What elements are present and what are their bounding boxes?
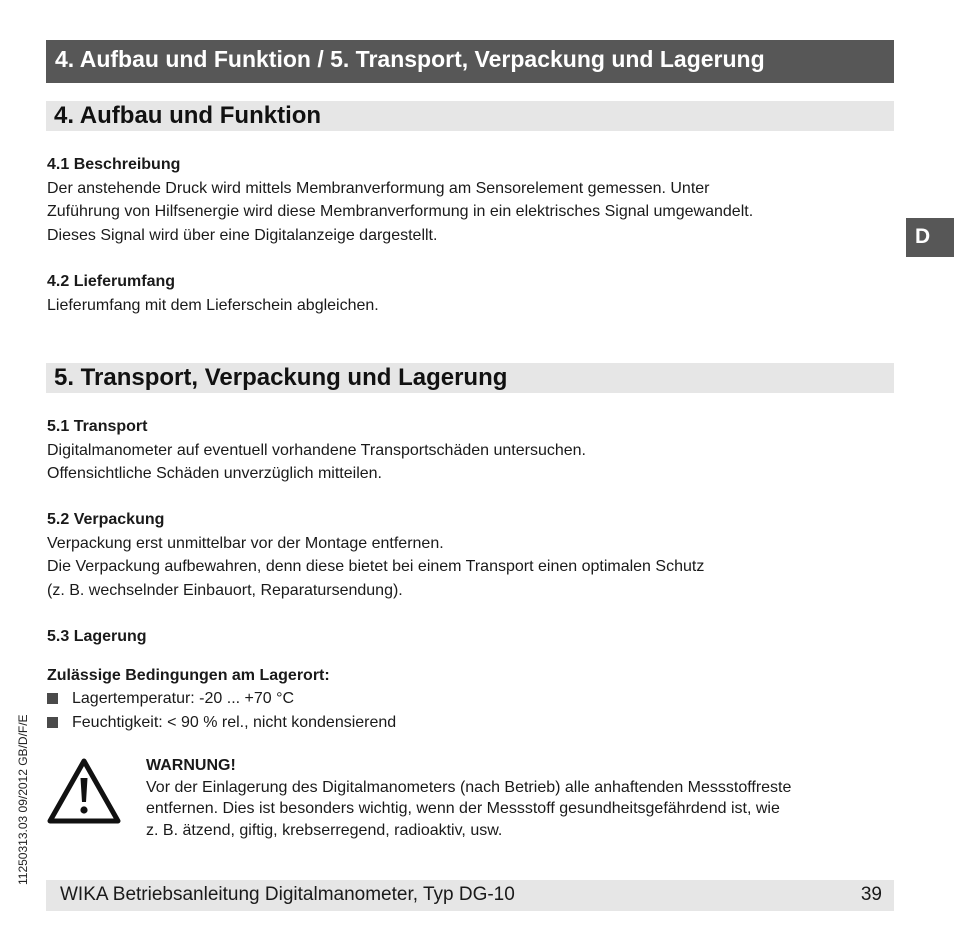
storage-conditions: [47, 664, 330, 688]
subsection-4-2-heading: 4.2 Lieferumfang: [47, 273, 176, 290]
warning-line: z. B. ätzend, giftig, krebserregend, radioaktiv, usw.: [146, 821, 503, 839]
paragraph-line: Offensichtliche Schäden unverzüglich mitteilen.: [47, 465, 382, 482]
paragraph-line: Die Verpackung aufbewahren, denn diese bietet bei einem Transport einen optimalen Schutz: [47, 558, 705, 575]
bullet-square-icon: [47, 693, 58, 704]
bullet-square-icon: [47, 717, 58, 728]
language-tab-label: D: [915, 225, 931, 248]
warning-line: entfernen. Dies ist besonders wichtig, wenn der Messstoff gesundheitsgefährdend ist, wie: [146, 800, 780, 817]
warning-block: [146, 755, 791, 841]
paragraph-line: Dieses Signal wird über eine Digitalanzeige dargestellt.: [47, 226, 438, 244]
list-item-text: Feuchtigkeit: < 90 % rel., nicht kondensierend: [72, 713, 397, 731]
list-item: [47, 687, 396, 711]
storage-conditions-list: [47, 687, 396, 734]
warning-line: Vor der Einlagerung des Digitalmanometers (nach Betrieb) alle anhaftenden Messstoffreste: [146, 778, 792, 796]
section-4-title: 4. Aufbau und Funktion: [54, 102, 322, 129]
warning-title: WARNUNG!: [146, 757, 236, 774]
subsection-5-2-heading: 5.2 Verpackung: [47, 511, 165, 528]
paragraph-line: Lieferumfang mit dem Lieferschein abgleichen.: [47, 296, 379, 314]
section-4-heading-bar: [46, 101, 894, 131]
subsection-5-1-heading: 5.1 Transport: [47, 418, 148, 435]
section-5-heading-bar: [46, 363, 894, 393]
warning-triangle-icon: [47, 758, 121, 824]
subsection-5-3: [47, 625, 147, 649]
language-tab: [906, 218, 954, 257]
document-code: 11250313.03 09/2012 GB/D/F/E: [16, 714, 30, 885]
subsection-4-2: [47, 270, 379, 317]
paragraph-line: Verpackung erst unmittelbar vor der Montage entfernen.: [47, 534, 444, 552]
section-5-title: 5. Transport, Verpackung und Lagerung: [54, 364, 508, 391]
subsection-5-3-heading: 5.3 Lagerung: [47, 628, 147, 645]
subsection-4-1-heading: 4.1 Beschreibung: [47, 156, 181, 173]
page-header-title: 4. Aufbau und Funktion / 5. Transport, Verpackung und Lagerung: [55, 46, 765, 72]
storage-conditions-heading: Zulässige Bedingungen am Lagerort:: [47, 667, 330, 684]
paragraph-line: Digitalmanometer auf eventuell vorhandene Transportschäden untersuchen.: [47, 441, 586, 459]
list-item-text: Lagertemperatur: -20 ... +70 °C: [72, 690, 295, 707]
list-item: [47, 711, 396, 735]
subsection-4-1: [47, 153, 753, 247]
subsection-5-1: [47, 415, 586, 486]
paragraph-line: Der anstehende Druck wird mittels Membranverformung am Sensorelement gemessen. Unter: [47, 179, 710, 197]
footer-text: WIKA Betriebsanleitung Digitalmanometer, Typ DG-10: [60, 884, 515, 905]
paragraph-line: Zuführung von Hilfsenergie wird diese Membranverformung in ein elektrisches Signal umgewandelt.: [47, 203, 754, 220]
page-number: 39: [860, 884, 882, 905]
page-header-bar: [46, 40, 894, 83]
paragraph-line: (z. B. wechselnder Einbauort, Reparatursendung).: [47, 581, 403, 599]
page-footer: [46, 880, 894, 911]
subsection-5-2: [47, 508, 704, 602]
